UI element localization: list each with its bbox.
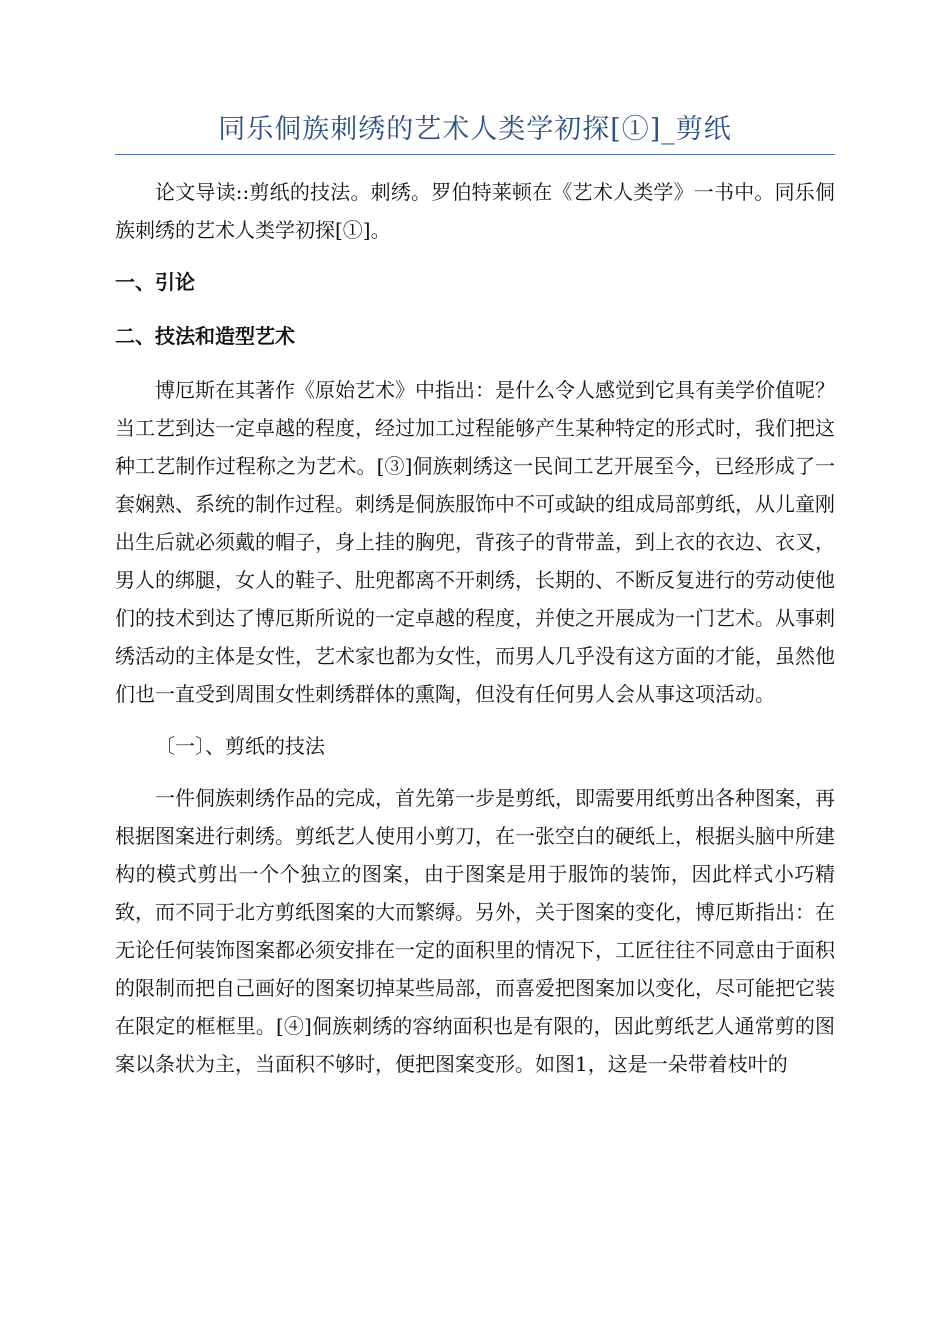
document-title: 同乐侗族刺绣的艺术人类学初探[①]_剪纸 [115, 108, 835, 155]
body-paragraph-boas: 博厄斯在其著作《原始艺术》中指出：是什么令人感觉到它具有美学价值呢？当工艺到达一定卓越的程度，经过加工过程能够产生某种特定的形式时，我们把这种工艺制作过程称之为艺术。[③]侗族刺绣这一民间工艺开展至今，已经形成了一套娴熟、系统的制作过程。刺绣是侗族服饰中不可或缺的组成局部剪纸，从儿童刚出生后就必须戴的帽子，身上挂的胸兜，背孩子的背带盖，到上衣的衣边、衣叉，男人的绑腿，女人的鞋子、肚兜都离不开刺绣，长期的、不断反复进行的劳动使他们的技术到达了博厄斯所说的一定卓越的程度，并使之开展成为一门艺术。从事刺绣活动的主体是女性，艺术家也都为女性，而男人几乎没有这方面的才能，虽然他们也一直受到周围女性刺绣群体的熏陶，但没有任何男人会从事这项活动。 [115, 378, 835, 706]
section-heading-techniques: 二、技法和造型艺术 [115, 324, 295, 348]
intro-paragraph: 论文导读::剪纸的技法。刺绣。罗伯特莱顿在《艺术人类学》一书中。同乐侗族刺绣的艺术人类学初探[①]。 [115, 180, 835, 242]
document-page [115, 108, 835, 1097]
body-paragraph-papercut: 一件侗族刺绣作品的完成，首先第一步是剪纸，即需要用纸剪出各种图案，再根据图案进行刺绣。剪纸艺人使用小剪刀，在一张空白的硬纸上，根据头脑中所建构的模式剪出一个个独立的图案，由于图案是用于服饰的装饰，因此样式小巧精致，而不同于北方剪纸图案的大而繁缛。另外，关于图案的变化，博厄斯指出：在无论任何装饰图案都必须安排在一定的面积里的情况下，工匠往往不同意由于面积的限制而把自己画好的图案切掉某些局部，而喜爱把图案加以变化，尽可能把它装在限定的框框里。[④]侗族刺绣的容纳面积也是有限的，因此剪纸艺人通常剪的图案以条状为主，当面积不够时，便把图案变形。如图1，这是一朵带着枝叶的 [115, 786, 835, 1076]
subsection-heading-papercut: 〔一〕、剪纸的技法 [155, 734, 325, 758]
section-heading-introduction: 一、引论 [115, 270, 195, 294]
